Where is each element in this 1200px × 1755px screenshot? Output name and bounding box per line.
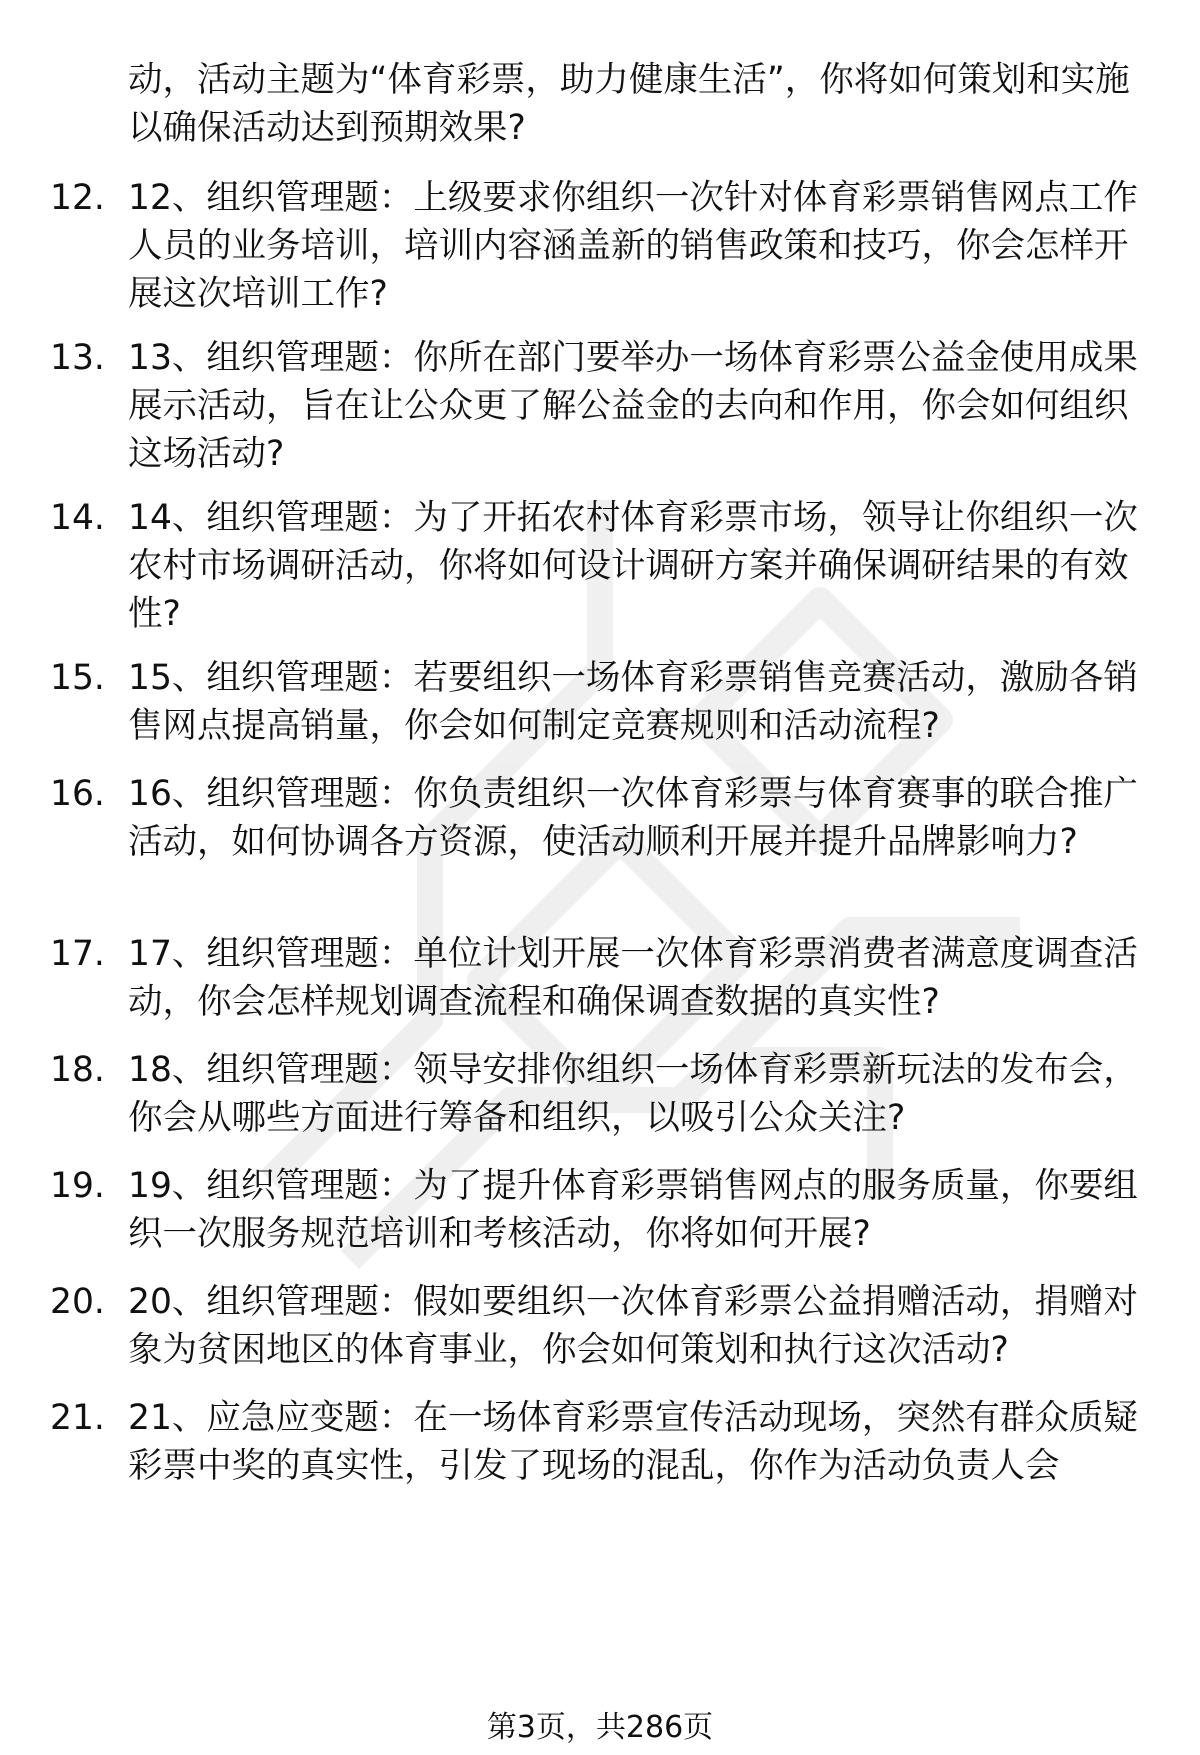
question-text: 15、组织管理题：若要组织一场体育彩票销售竞赛活动，激励各销售网点提高销量，你会如何制定竞赛规则和活动流程? [128,658,1138,746]
question-number: 15. [50,658,105,698]
question-number: 19. [50,1166,105,1206]
question-text: 14、组织管理题：为了开拓农村体育彩票市场，领导让你组织一次农村市场调研活动，你将如何设计调研方案并确保调研结果的有效性? [128,498,1138,634]
question-number: 21. [50,1398,105,1438]
question-text: 18、组织管理题：领导安排你组织一场体育彩票新玩法的发布会，你会从哪些方面进行筹备和组织，以吸引公众关注? [128,1050,1138,1138]
question-text: 12、组织管理题：上级要求你组织一次针对体育彩票销售网点工作人员的业务培训，培训内容涵盖新的销售政策和技巧，你会怎样开展这次培训工作? [128,178,1138,314]
question-text: 19、组织管理题：为了提升体育彩票销售网点的服务质量，你要组织一次服务规范培训和考核活动，你将如何开展? [128,1166,1138,1254]
question-text: 21、应急应变题：在一场体育彩票宣传活动现场，突然有群众质疑彩票中奖的真实性，引发了现场的混乱，你作为活动负责人会 [128,1398,1138,1486]
question-number: 14. [50,498,105,538]
question-number: 16. [50,774,105,814]
question-text: 20、组织管理题：假如要组织一次体育彩票公益捐赠活动，捐赠对象为贫困地区的体育事业，你会如何策划和执行这次活动? [128,1282,1138,1370]
question-text: 17、组织管理题：单位计划开展一次体育彩票消费者满意度调查活动，你会怎样规划调查流程和确保调查数据的真实性? [128,934,1138,1022]
question-number: 18. [50,1050,105,1090]
question-text: 16、组织管理题：你负责组织一次体育彩票与体育赛事的联合推广活动，如何协调各方资源，使活动顺利开展并提升品牌影响力? [128,774,1138,862]
question-text: 13、组织管理题：你所在部门要举办一场体育彩票公益金使用成果展示活动，旨在让公众更了解公益金的去向和作用，你会如何组织这场活动? [128,338,1138,474]
question-number: 20. [50,1282,105,1322]
question-number: 13. [50,338,105,378]
question-number: 17. [50,934,105,974]
question-number: 12. [50,178,105,218]
continued-question-text: 动，活动主题为“体育彩票，助力健康生活”，你将如何策划和实施以确保活动达到预期效果? [128,60,1130,148]
page-footer: 第3页，共286页 [486,1710,714,1745]
